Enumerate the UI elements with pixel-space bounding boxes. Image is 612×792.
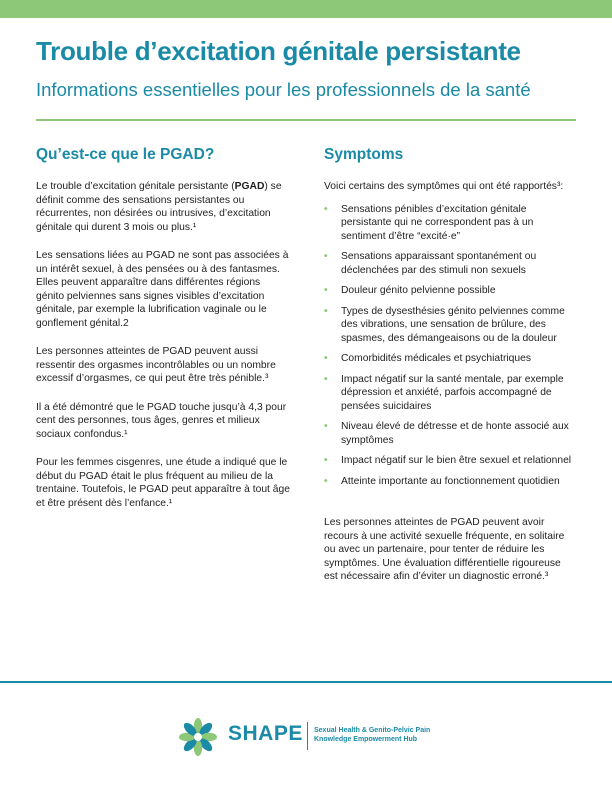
definition-text-end: ) se définit comme des sensations persistantes ou récurrentes, non désirées ou intrusives, d’excitation génitale qui durent 3 mois ou plus.¹ bbox=[36, 181, 282, 233]
bullet-icon: • bbox=[324, 421, 328, 432]
symptom-text: Impact négatif sur le bien être sexuel et relationnel bbox=[341, 455, 572, 466]
header-divider bbox=[36, 119, 576, 121]
list-item bbox=[324, 475, 576, 489]
closing-paragraph: Les personnes atteintes de PGAD peuvent avoir recours à une activité sexuelle fréquente, en solitaire ou avec un partenaire, pour tenter de réduire les symptômes. Une évaluation différentielle rigoureuse est nécessaire afin d’éviter un diagnostic erroné.³ bbox=[324, 517, 565, 582]
orgasms-paragraph: Les personnes atteintes de PGAD peuvent aussi ressentir des orgasmes incontrôlables ou un nombre excessif d’orgasmes, ce qui peut être très pénible.³ bbox=[36, 346, 276, 384]
symptom-text: Sensations pénibles d’excitation génitale persistante qui ne correspondent pas à un sentiment d’être “excité·e” bbox=[341, 203, 534, 242]
bullet-icon: • bbox=[324, 353, 328, 364]
bullet-icon: • bbox=[324, 285, 328, 296]
bullet-icon: • bbox=[324, 251, 328, 262]
tagline-line-1: Sexual Health & Genito-Pelvic Pain bbox=[314, 727, 431, 734]
footer-vertical-divider bbox=[307, 722, 308, 750]
tagline-line-2: Knowledge Empowerment Hub bbox=[314, 736, 418, 743]
list-item bbox=[324, 305, 576, 346]
bullet-icon: • bbox=[324, 305, 328, 317]
symptom-text: Atteinte importante au fonctionnement quotidien bbox=[341, 475, 560, 487]
symptom-text: Niveau élevé de détresse et de honte associé aux symptômes bbox=[341, 421, 569, 446]
bullet-icon: • bbox=[324, 373, 328, 385]
list-item bbox=[324, 352, 576, 366]
brand-name: SHAPE bbox=[228, 722, 303, 745]
page-subtitle: Informations essentielles pour les professionnels de la santé bbox=[36, 79, 531, 100]
footer-divider-line bbox=[0, 681, 612, 683]
bullet-icon: • bbox=[324, 203, 328, 215]
bullet-icon: • bbox=[324, 455, 328, 466]
symptom-text: Impact négatif sur la santé mentale, par exemple dépression et anxiété, parfois accompagné de pensées suicidaires bbox=[341, 373, 564, 412]
list-item bbox=[324, 454, 576, 468]
sensations-paragraph: Les sensations liées au PGAD ne sont pas associées à un intérêt sexuel, à des pensées ou à des fantasmes. Elles peuvent apparaître dans différentes régions génito pelviennes sans signes visibles d’excitation génitale, par exemple la lubrification vaginale ou le gonflement génital.2 bbox=[36, 250, 289, 329]
list-item bbox=[324, 250, 576, 277]
symptoms-section bbox=[324, 146, 576, 599]
brand-tagline bbox=[314, 726, 430, 744]
definition-text-start: Le trouble d’excitation génitale persistante ( bbox=[36, 181, 235, 192]
symptom-text: Douleur génito pelvienne possible bbox=[341, 285, 496, 296]
symptom-text: Sensations apparaissant spontanément ou déclenchées par des stimuli non sexuels bbox=[341, 251, 537, 276]
top-accent-bar bbox=[0, 0, 612, 18]
prevalence-paragraph: Il a été démontré que le PGAD touche jusqu’à 4,3 pour cent des personnes, tous âges, genres et milieux sociaux confondus.¹ bbox=[36, 401, 287, 440]
list-item bbox=[324, 373, 576, 414]
definition-paragraph bbox=[36, 180, 291, 234]
what-is-pgad-section bbox=[36, 146, 291, 525]
flower-logo-icon bbox=[178, 716, 218, 758]
list-item bbox=[324, 420, 576, 447]
symptom-list bbox=[324, 203, 576, 489]
what-is-pgad-heading: Qu’est-ce que le PGAD? bbox=[36, 146, 215, 163]
bullet-icon: • bbox=[324, 475, 328, 487]
onset-paragraph: Pour les femmes cisgenres, une étude a indiqué que le début du PGAD était le plus fréquent au milieu de la trentaine. Toutefois, le PGAD peut apparaître à tout âge et être présent dès l’enfance.¹ bbox=[36, 457, 290, 509]
symptoms-intro: Voici certains des symptômes qui ont été rapportés³: bbox=[324, 181, 564, 192]
symptom-text: Types de dysesthésies génito pelviennes comme des vibrations, une sensation de brûlure, des spasmes, des démangeaisons ou de la douleur bbox=[341, 305, 565, 344]
list-item bbox=[324, 284, 576, 298]
symptom-text: Comorbidités médicales et psychiatriques bbox=[341, 353, 532, 364]
page-title: Trouble d’excitation génitale persistante bbox=[36, 36, 521, 66]
list-item bbox=[324, 203, 576, 244]
symptoms-heading: Symptoms bbox=[324, 146, 404, 163]
pgad-acronym: PGAD bbox=[234, 181, 265, 192]
